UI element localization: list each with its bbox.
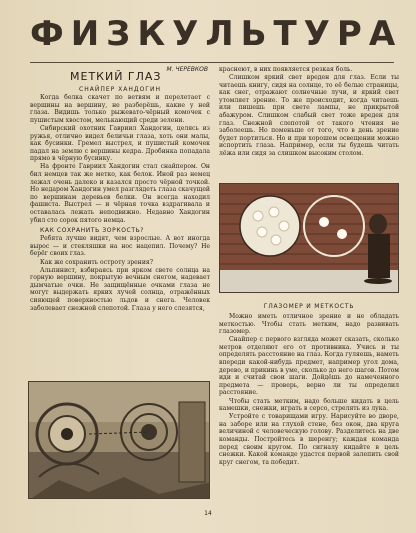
- illustration-snowball-graphic: [220, 184, 399, 293]
- paragraph: Можно иметь отличное зрение и не обладать меткостью. Чтобы стать метким, надо развивать глазомер.: [219, 313, 399, 336]
- illustration-eye-target-graphic: [29, 382, 210, 499]
- paragraph: краснеют, в них появляется резкая боль.: [219, 66, 353, 73]
- subtitle-sniper: СНАЙПЕР ХАНДОГИН: [79, 86, 161, 93]
- article-title: МЕТКИЙ ГЛАЗ: [70, 70, 162, 83]
- subtitle-question: КАК СОХРАНИТЬ ЗОРКОСТЬ?: [40, 227, 145, 235]
- image-caption: ГЛАЗОМЕР И МЕТКОСТЬ: [263, 303, 355, 310]
- article-author: М. ЧЕРЕВКОВ: [166, 66, 208, 73]
- paragraph: Ребята лучше видят, чем взрослые. А вот иногда вырос — и стекляшки на нос нацепил. Почему? Не берёг своих глаз.: [30, 235, 210, 258]
- paragraph: Когда белка скачет по ветвям и перелетает с вершины на вершину, не разберёшь, какие у ней глаза. Видишь только рыжевато-чёрный комочек с пушистым хвостом, мелькающий среди зелени.: [30, 94, 210, 124]
- paragraph: Устройте с товарищами игру. Нарисуйте во дворе, на заборе или на глухой стене, без окон, два круга величиной с человеческую голову. Разделитесь на две команды. Постройтесь в шеренгу; каждая команда перед своим кругом. По сигналу кидайте в цель снежки. Какой команде удастся первой залепить свой круг снегом, та победит.: [219, 413, 399, 466]
- paragraph: На фронте Гавриил Хандогин стал снайпером. Он бил немцев так же метко, как белок. Иной раз немец лежал очень далеко и казался просто чёрной точкой. Но недаром Хандогин умел разглядеть глаза скачущей по вершинам деревьев белки. Он всегда находил фашиста. Выстрел — и чёрная точка вздрагивала и оставалась лежать неподвижно. Недавно Хандогин убил сто сорок пятого немца.: [30, 163, 210, 224]
- right-column-upper: [219, 66, 399, 158]
- left-column-upper: [30, 84, 210, 313]
- paragraph: Чтобы стать метким, надо больше кидать в цель камешки, снежки, играть в серсо, стрелять из лука.: [219, 397, 399, 413]
- illustration-eye-target: [28, 381, 210, 499]
- paragraph: Сибирский охотник Гавриил Хандогин, целясь из ружья, отлично видел беличьи глаза, хоть они малы, как бусинки. Гремел выстрел, и пушистый комочек падал на землю с вершины кедра. Дробинка попадала прямо в чёрную бусинку.: [30, 124, 210, 163]
- paragraph: Снайпер с первого взгляда может сказать, сколько метров отделяют его от противника. Учись и ты определять расстояние на глаз. Когда гуляешь, наметь впереди какой-нибудь предмет, например угол дома, дерево, и прикинь в уме, сколько до него шагов. Потом иди и считай свои шаги. Дойдёшь до намеченного предмета — проверь, верно ли ты определил расстояние.: [219, 336, 399, 397]
- right-column-lower: [219, 313, 399, 467]
- masthead-title: ФИЗКУЛЬТУРА: [30, 14, 403, 54]
- illustration-snowball-target: [219, 183, 399, 293]
- page-number: 14: [204, 510, 212, 517]
- paragraph: Альпинист, взбираясь при ярком свете солнца на горную вершину, покрытую вечным снегом, надевает дымчатые очки. Не защищённые очками глаза не могут выдержать ярких лучей солнца, отражённых сияющей поверхностью льдов и снега. Человек заболевает снежной слепотой. Глаза у него слезятся,: [30, 266, 210, 312]
- header-divider: [30, 62, 394, 63]
- paragraph: Как же сохранить остроту зрения?: [40, 258, 154, 266]
- paragraph: Слишком яркий свет вреден для глаз. Если ты читаешь книгу, сидя на солнце, то её белые страницы, как снег, отражают солнечные лучи, и яркий свет утомляет зрение. То же происходит, когда читаешь или пишешь при свете лампы, не прикрытой абажуром. Слишком слабый свет тоже вреден для глаз. Снежной слепотой от такого чтения не заболеешь. Но поменьше от того, что в день зрение будет портиться. Но и при хорошем освещении можно испортить глаза. Например, если ты будешь читать лёжа или сидя за слишком высоким столом.: [219, 74, 399, 158]
